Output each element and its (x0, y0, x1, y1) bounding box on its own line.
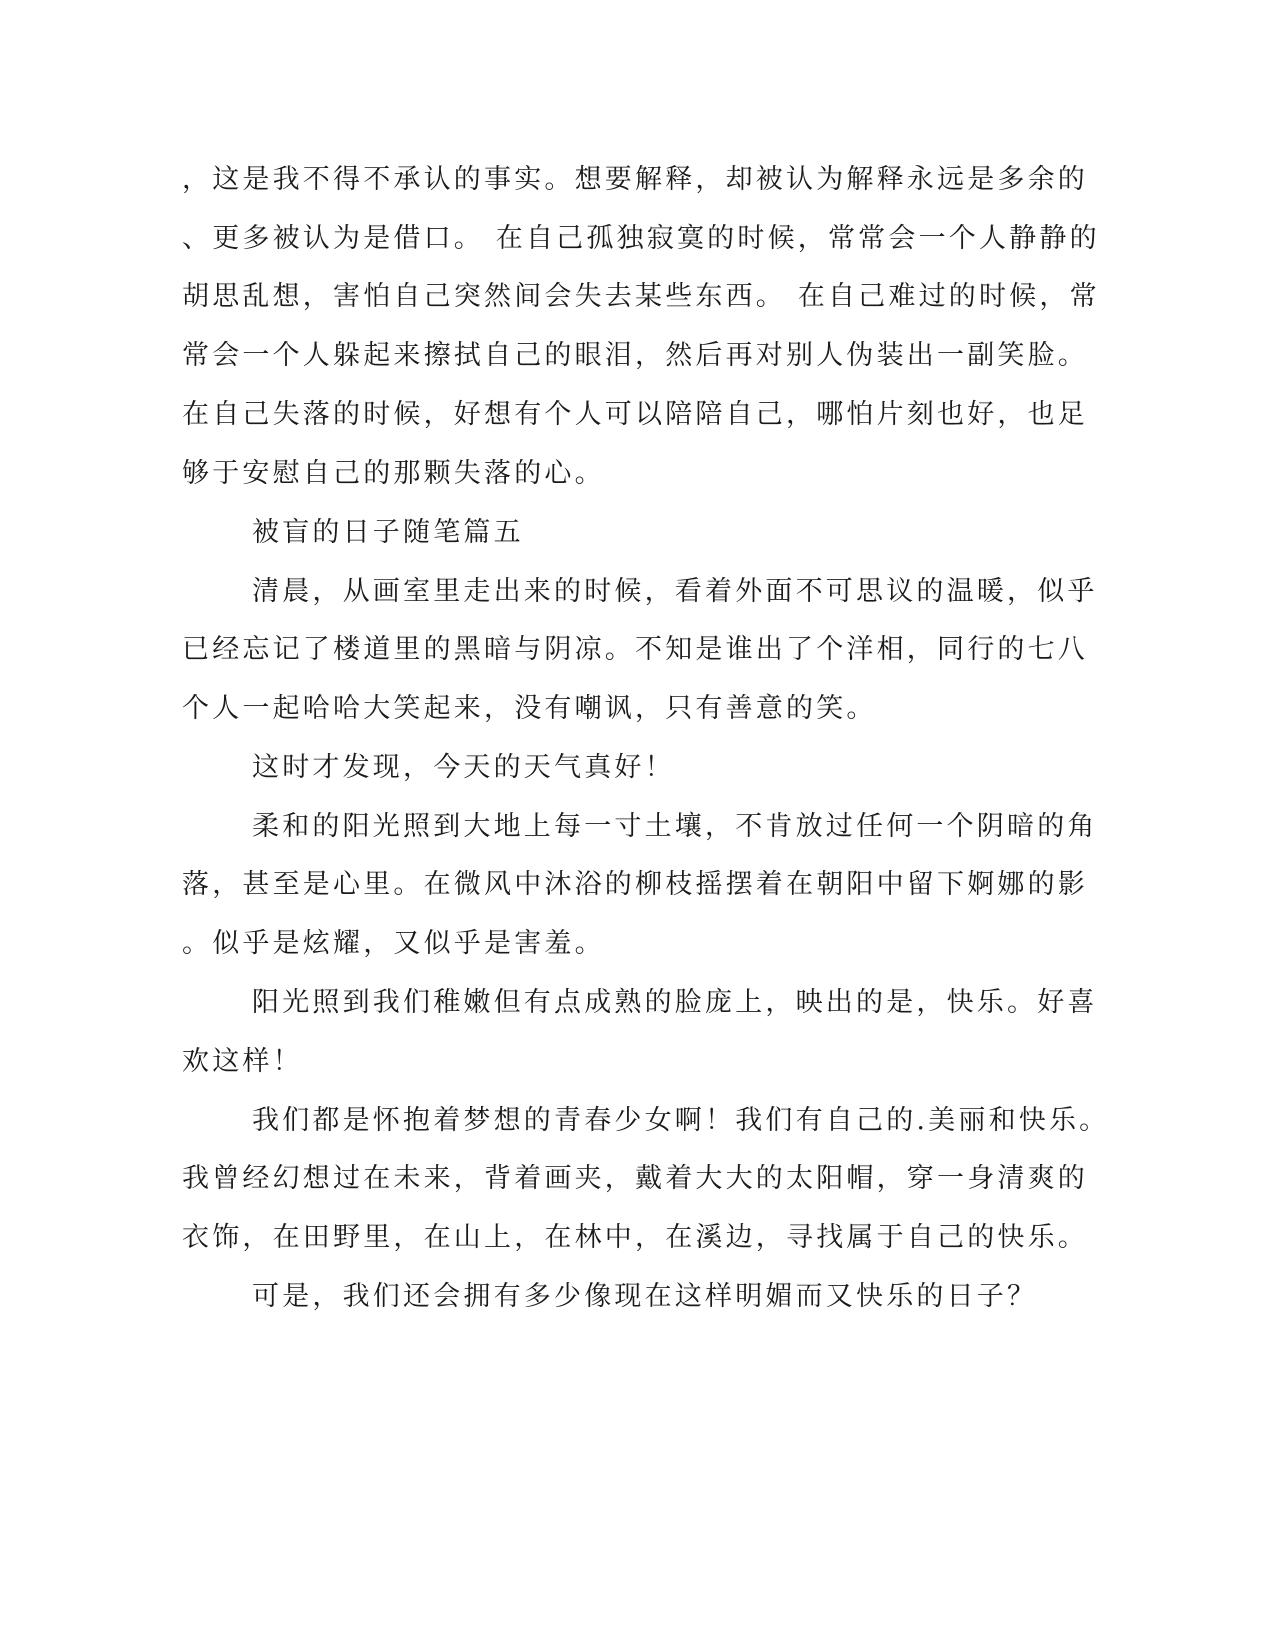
text-line: 在自己失落的时候，好想有个人可以陪陪自己，哪怕片刻也好，也足 (182, 399, 1088, 430)
paragraph-start-line: 柔和的阳光照到大地上每一寸土壤，不肯放过任何一个阴暗的角 (252, 811, 1098, 842)
text-line: 够于安慰自己的那颗失落的心。 (182, 458, 605, 489)
text-line: 我曾经幻想过在未来，背着画夹，戴着大大的太阳帽，穿一身清爽的 (182, 1163, 1088, 1194)
text-line: ，这是我不得不承认的事实。想要解释，却被认为解释永远是多余的 (182, 164, 1088, 195)
text-line: 落，甚至是心里。在微风中沐浴的柳枝摇摆着在朝阳中留下婀娜的影 (182, 869, 1088, 900)
text-line: 。似乎是炫耀，又似乎是害羞。 (182, 928, 605, 959)
text-line: 已经忘记了楼道里的黑暗与阴凉。不知是谁出了个洋相，同行的七八 (182, 634, 1088, 665)
text-line: 、更多被认为是借口。 在自己孤独寂寞的时候，常常会一个人静静的 (182, 223, 1100, 254)
text-line: 欢这样！ (182, 1046, 303, 1077)
text-line: 胡思乱想，害怕自己突然间会失去某些东西。 在自己难过的时候，常 (182, 281, 1100, 312)
text-line: 个人一起哈哈大笑起来，没有嘲讽，只有善意的笑。 (182, 693, 877, 724)
paragraph-start-line: 这时才发现，今天的天气真好！ (252, 752, 675, 783)
text-line: 常会一个人躲起来擦拭自己的眼泪，然后再对别人伪装出一副笑脸。 (182, 340, 1088, 371)
paragraph-start-line: 我们都是怀抱着梦想的青春少女啊！我们有自己的.美丽和快乐。 (252, 1105, 1110, 1136)
paragraph-start-line: 可是，我们还会拥有多少像现在这样明媚而又快乐的日子？ (252, 1281, 1038, 1312)
paragraph-start-line: 清晨，从画室里走出来的时候，看着外面不可思议的温暖，似乎 (252, 576, 1098, 607)
paragraph-start-line: 阳光照到我们稚嫩但有点成熟的脸庞上，映出的是，快乐。好喜 (252, 987, 1098, 1018)
section-heading: 被盲的日子随笔篇五 (252, 517, 524, 548)
text-line: 衣饰，在田野里，在山上，在林中，在溪边，寻找属于自己的快乐。 (182, 1222, 1088, 1253)
